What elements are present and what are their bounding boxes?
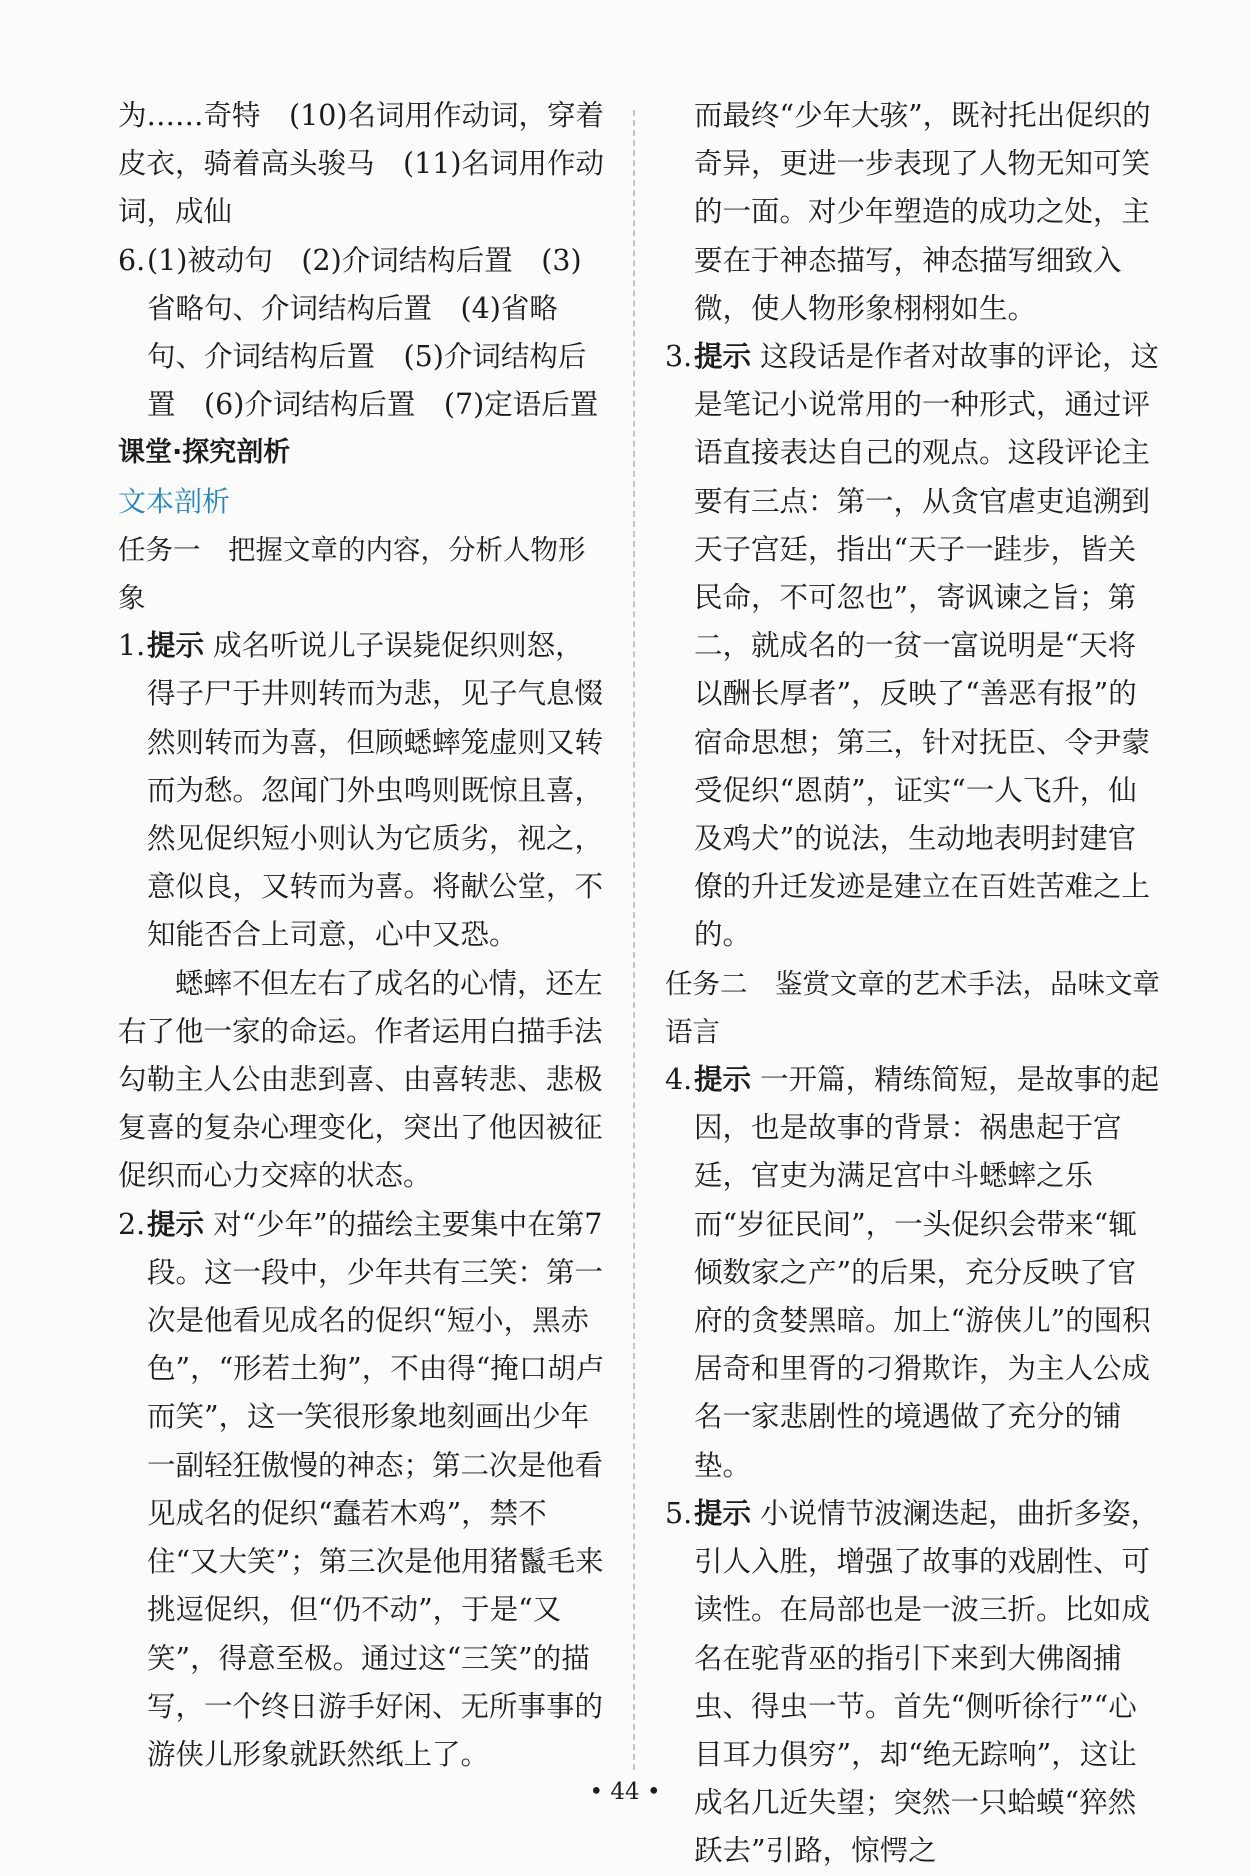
section-title: 课堂·探究剖析 bbox=[118, 437, 291, 469]
hint-label: 提示 bbox=[147, 629, 205, 663]
subsection-title: 文本剖析 bbox=[118, 484, 231, 518]
item-text: 小说情节波澜迭起，曲折多姿，引人入胜，增强了故事的戏剧性、可读性。在局部也是一波三折。比如成名在驼背巫的指引下来到大佛阁捕虫、得虫一节。首先“侧听徐行”“心目耳力俱穷”，却“绝无踪响”，这让成名几近失望；突然一只蛤蟆“猝然跃去”引路，惊愕之 bbox=[694, 1496, 1160, 1868]
hint-label: 提示 bbox=[694, 1496, 752, 1530]
continued-answer-text: 而最终“少年大骇”，既衬托出促织的奇异，更进一步表现了人物无知可笑的一面。对少年塑造的成功之处，主要在于神态描写，神态描写细致入微，使人物形象栩栩如生。 bbox=[694, 99, 1151, 325]
item-text: 一开篇，精练简短，是故事的起因，也是故事的背景：祸患起于宫廷，官吏为满足宫中斗蟋蟀之乐而“岁征民间”，一头促织会带来“辄倾数家之产”的后果，充分反映了官府的贪婪黑暗。加上“游侠儿”的囤积居奇和里胥的刁猾欺诈，为主人公成名一家悲剧性的境遇做了充分的铺垫。 bbox=[694, 1063, 1160, 1482]
right-column bbox=[665, 92, 1162, 1876]
hint-label: 提示 bbox=[147, 1207, 205, 1241]
item-number: 5. bbox=[665, 1496, 693, 1530]
answer-paragraph: 蟋蟀不但左右了成名的心情，还左右了他一家的命运。作者运用白描手法勾勒主人公由悲到喜、由喜转悲、悲极复喜的复杂心理变化，突出了他因被征促织而心力交瘁的状态。 bbox=[118, 966, 603, 1193]
hint-label: 提示 bbox=[694, 340, 752, 374]
continued-answer-text: 为……奇特 (10)名词用作动词，穿着皮衣，骑着高头骏马 (11)名词用作动词，成仙 bbox=[118, 99, 605, 229]
answer-item-2 bbox=[118, 1201, 606, 1779]
item-number: 6. bbox=[118, 243, 146, 277]
item-text: 成名听说儿子误毙促织则怒，得子尸于井则转而为悲，见子气息惙然则转而为喜，但顾蟋蟀笼虚则又转而为愁。忽闻门外虫鸣则既惊且喜，然见促织短小则认为它质劣，视之，意似良，又转而为喜。将献公堂，不知能否合上司意，心中又恐。 bbox=[147, 629, 604, 952]
page-number: • 44 • bbox=[589, 1779, 661, 1805]
item-number: 1. bbox=[118, 629, 146, 663]
answer-item-4 bbox=[665, 1056, 1162, 1490]
answer-item-6 bbox=[118, 237, 606, 430]
hint-label: 提示 bbox=[694, 1063, 752, 1097]
answer-item-3 bbox=[665, 333, 1162, 960]
task-heading-1: 任务一 把握文章的内容，分析人物形象 bbox=[118, 533, 586, 615]
left-column bbox=[118, 92, 606, 1779]
item-number: 3. bbox=[665, 340, 693, 374]
item-text: 这段话是作者对故事的评论，这是笔记小说常用的一种形式，通过评语直接表达自己的观点。这段评论主要有三点：第一，从贪官虐吏追溯到天子宫廷，指出“天子一跬步，皆关民命，不可忽也”，寄讽谏之旨；第二，就成名的一贫一富说明是“天将以酬长厚者”，反映了“善恶有报”的宿命思想；第三，针对抚臣、令尹蒙受促织“恩荫”，证实“一人飞升，仙及鸡犬”的说法，生动地表明封建官僚的升迁发迹是建立在百姓苦难之上的。 bbox=[694, 340, 1160, 952]
answer-item-1 bbox=[118, 622, 606, 959]
item-text: 对“少年”的描绘主要集中在第7段。这一段中，少年共有三笑：第一次是他看见成名的促织“短小，黑赤色”，“形若土狗”，不由得“掩口胡卢而笑”，这一笑很形象地刻画出少年一副轻狂傲慢的神态；第二次是他看见成名的促织“蠢若木鸡”，禁不住“又大笑”；第三次是他用猪鬣毛来挑逗促织，但“仍不动”，于是“又笑”，得意至极。通过这“三笑”的描写，一个终日游手好闲、无所事事的游侠儿形象就跃然纸上了。 bbox=[147, 1207, 605, 1771]
item-text: (1)被动句 (2)介词结构后置 (3)省略句、介词结构后置 (4)省略句、介词结构后置 (5)介词结构后置 (6)介词结构后置 (7)定语后置 bbox=[147, 243, 599, 422]
item-number: 2. bbox=[118, 1207, 146, 1241]
answer-item-5 bbox=[665, 1490, 1162, 1876]
item-number: 4. bbox=[665, 1063, 693, 1097]
column-divider bbox=[633, 110, 635, 1770]
task-heading-2: 任务二 鉴赏文章的艺术手法，品味文章语言 bbox=[665, 967, 1160, 1048]
